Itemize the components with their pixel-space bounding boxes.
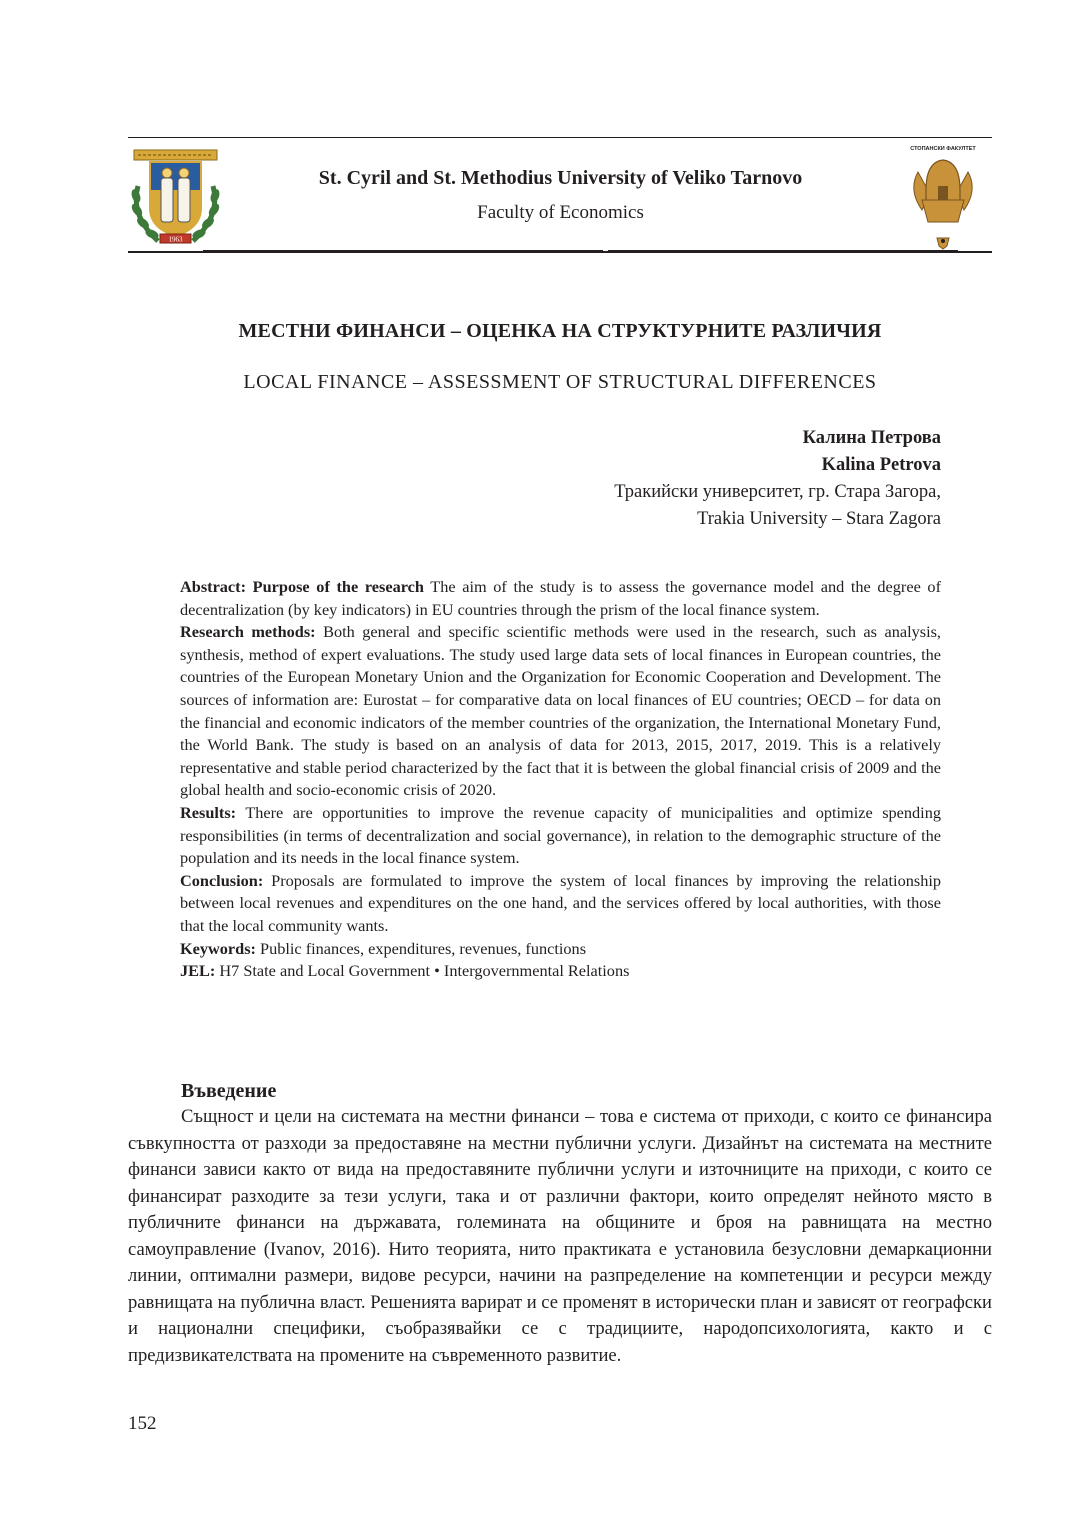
- article-title-bg: МЕСТНИ ФИНАНСИ – ОЦЕНКА НА СТРУКТУРНИТЕ РАЗЛИЧИЯ: [238, 320, 882, 342]
- affiliation-bg: Тракийски университет, гр. Стара Загора,: [614, 482, 941, 502]
- purpose-text: The aim of the study is to assess the governance model and the degree of decentralization (by key indicators) in EU countries through the prism of the local finance system.: [180, 577, 941, 619]
- abstract-conclusion: [180, 870, 941, 938]
- affiliation-en: Trakia University – Stara Zagora: [697, 509, 941, 529]
- results-label: Results:: [180, 802, 237, 822]
- abstract-block: [180, 576, 941, 983]
- jel-text: H7 State and Local Government • Intergovernmental Relations: [219, 961, 630, 981]
- faculty-helmet-emblem-icon: [908, 142, 978, 252]
- purpose-label: Purpose of the research: [252, 577, 424, 596]
- emblem-text: СТОПАНСКИ ФАКУЛТЕТ: [910, 146, 976, 152]
- author-name-bg: Калина Петрова: [802, 428, 941, 448]
- abstract-label: Abstract:: [180, 577, 247, 596]
- abstract-jel: [180, 960, 941, 983]
- methods-text: Both general and specific scientific methods were used in the research, such as analysis, synthesis, method of expert evaluations. The study used large data sets of local finances in European countries, the countries of the European Monetary Union and the Organization for Economic Cooperation and Development. The sources of information are: Eurostat – for comparative data on local finances of EU countries; OECD – for data on the financial and economic indicators of the member countries of the organization, the International Monetary Fund, the World Bank. The study is based on an analysis of data for 2013, 2015, 2017, 2019. This is a relatively representative and stable period characterized by the fact that it is between the global financial crisis of 2009 and the global health and socio-economic crisis of 2020.: [180, 622, 941, 800]
- page-number: 152: [128, 1413, 157, 1434]
- jel-label: JEL:: [180, 961, 216, 981]
- page-header: [128, 137, 992, 254]
- keywords-text: Public finances, expenditures, revenues, functions: [260, 938, 587, 958]
- faculty-name: Faculty of Economics: [477, 202, 644, 223]
- university-name: St. Cyril and St. Methodius University of Veliko Tarnovo: [318, 167, 803, 189]
- university-seal-icon: [128, 146, 223, 246]
- header-rule: [128, 251, 992, 253]
- abstract-purpose: [180, 576, 941, 621]
- section-heading-introduction: Въведение: [181, 1080, 277, 1102]
- author-block: [420, 425, 941, 533]
- seal-year: 1963: [168, 235, 183, 244]
- article-title-en: LOCAL FINANCE – ASSESSMENT OF STRUCTURAL DIFFERENCES: [243, 371, 877, 393]
- conclusion-label: Conclusion:: [180, 870, 264, 890]
- abstract-keywords: [180, 938, 941, 961]
- conclusion-text: Proposals are formulated to improve the system of local finances by improving the relationship between local revenues and expenditures on the one hand, and the services offered by local authorities, with those that the local community wants.: [180, 870, 941, 935]
- methods-label: Research methods:: [180, 622, 316, 642]
- results-text: There are opportunities to improve the revenue capacity of municipalities and optimize spending responsibilities (in terms of decentralization and social governance), in relation to the demographic structure of the population and its needs in the local finance system.: [180, 802, 941, 868]
- introduction-paragraph: Същност и цели на системата на местни финанси – това е система от приходи, с които се финансира съвкупността от разходи за предоставяне на местни публични услуги. Дизайнът на системата на местните финанси зависи както от вида на предоставяните публични услуги и източниците на приходи, с които се финансират разходите за тези услуги, така и от различни фактори, които определят нейното място в публичните финанси на държавата, големината на общините и броя на равнищата на местно самоуправление (Ivanov, 2016). Нито теорията, нито практиката е установила безусловни демаркационни линии, оптимални размери, видове ресурси, начини на разпределение на компетенции и ресурси между равнищата на публична власт. Решенията варират и се променят в исторически план и зависят от географски и национални специфики, съобразявайки се с традициите, народопсихологията, както и с предизвикателствата на промените на съвременното развитие.: [128, 1106, 992, 1366]
- abstract-methods: [180, 621, 941, 802]
- abstract-results: [180, 802, 941, 870]
- author-name-en: Kalina Petrova: [821, 455, 941, 475]
- keywords-label: Keywords:: [180, 938, 256, 958]
